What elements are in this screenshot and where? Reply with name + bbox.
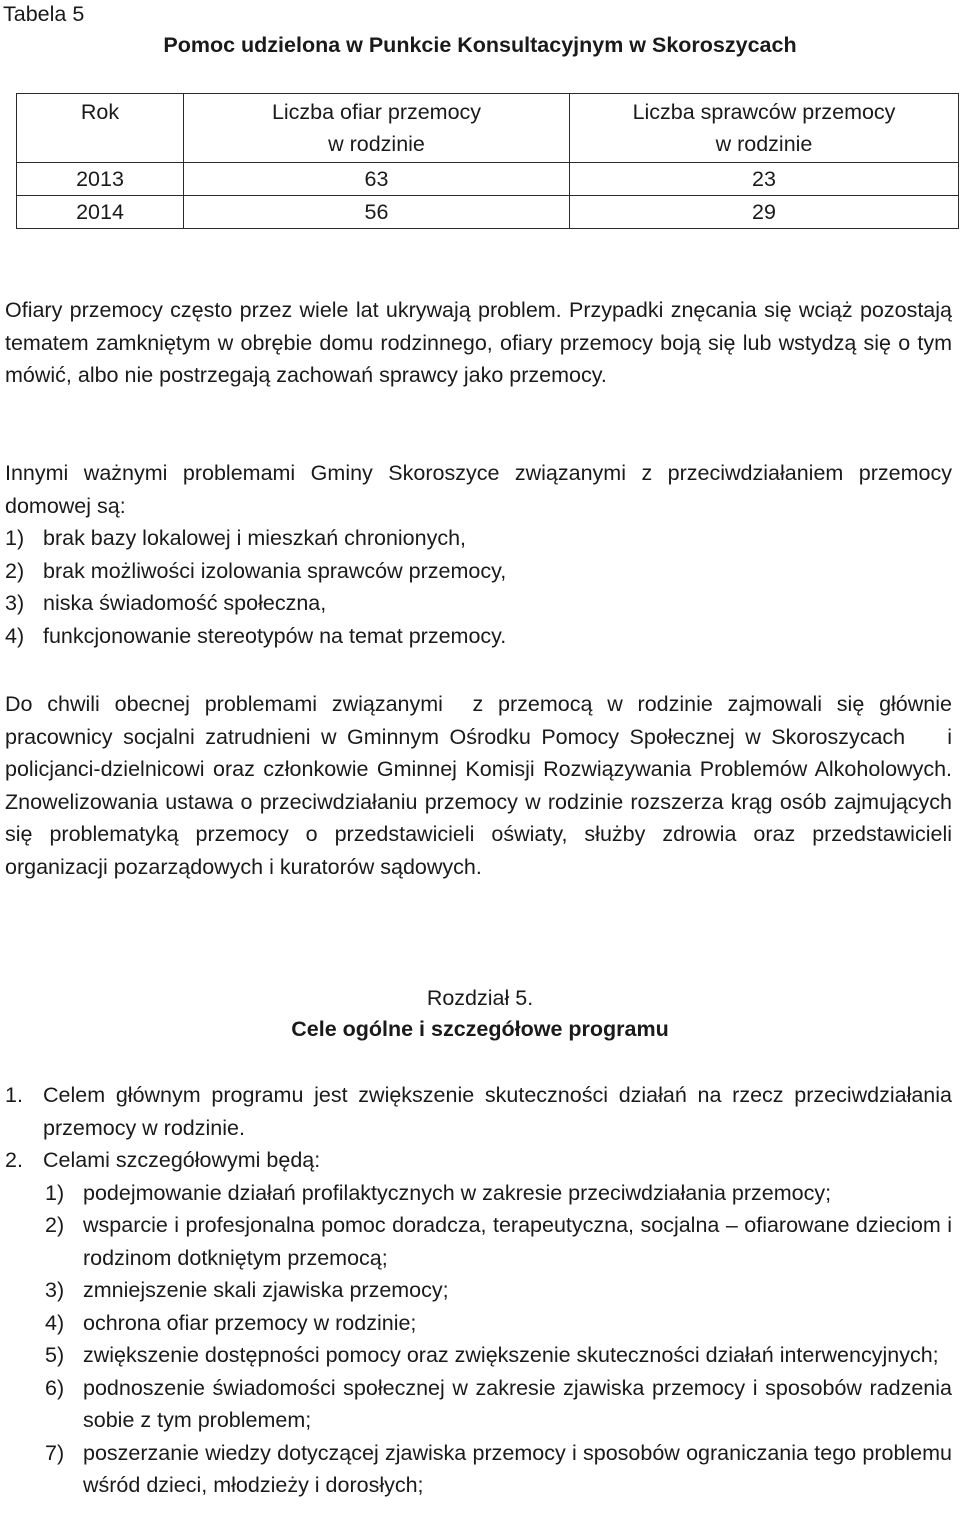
table-row xyxy=(17,163,959,196)
cell-year: 2013 xyxy=(17,163,184,196)
specific-goal-text: podnoszenie świadomości społecznej w zakresie zjawiska przemocy i sposobów radzenia sobie z tym problemem; xyxy=(83,1375,952,1432)
chapter-title: Cele ogólne i szczegółowe programu xyxy=(291,1017,669,1041)
header-perpetrators-line2: w rodzinie xyxy=(715,132,813,156)
specific-goal-number: 4) xyxy=(45,1310,65,1335)
list-item xyxy=(5,555,952,588)
cell-perpetrators: 23 xyxy=(570,163,959,196)
specific-goal-number: 1) xyxy=(45,1180,65,1205)
cell-perpetrators: 29 xyxy=(570,196,959,229)
cell-victims: 63 xyxy=(184,163,570,196)
table-caption: Tabela 5 xyxy=(3,2,85,26)
specific-goal-text: poszerzanie wiedzy dotyczącej zjawiska przemocy i sposobów ograniczania tego problemu wśród dzieci, młodzieży i dorosłych; xyxy=(83,1440,952,1497)
problems-intro: Innymi ważnymi problemami Gminy Skoroszyce związanymi z przeciwdziałaniem przemocy domowej są: xyxy=(5,461,952,518)
goal-text: Celami szczegółowymi będą: xyxy=(43,1148,321,1172)
specific-goal-item xyxy=(5,1307,952,1340)
header-perpetrators-line1: Liczba sprawców przemocy xyxy=(632,100,896,124)
specific-goal-text: ochrona ofiar przemocy w rodzinie; xyxy=(83,1310,417,1335)
goal-number: 2. xyxy=(5,1148,23,1172)
paragraph-problems xyxy=(5,457,952,652)
paragraph-hidden-problem: Ofiary przemocy często przez wiele lat ukrywają problem. Przypadki znęcania się wciąż pozostają tematem zamkniętym w obrębie domu rodzinnego, ofiary przemocy boją się lub wstydzą się o tym mówić, albo nie postrzegają zachowań sprawcy jako przemocy. xyxy=(5,298,952,387)
table-header-row xyxy=(17,94,959,163)
list-item-number: 1) xyxy=(5,526,25,550)
cell-victims: 56 xyxy=(184,196,570,229)
list-item-text: brak bazy lokalowej i mieszkań chronionych, xyxy=(43,526,467,550)
specific-goal-number: 7) xyxy=(45,1440,65,1465)
specific-goal-number: 2) xyxy=(45,1213,65,1237)
table-row xyxy=(17,196,959,229)
specific-goal-item xyxy=(5,1339,952,1372)
chapter-number: Rozdział 5. xyxy=(426,986,534,1010)
cell-year: 2014 xyxy=(17,196,184,229)
goal-item xyxy=(5,1144,952,1177)
goals-section xyxy=(5,1079,952,1502)
specific-goal-text: zmniejszenie skali zjawiska przemocy; xyxy=(83,1278,449,1302)
problems-list xyxy=(5,522,952,652)
specific-goal-number: 5) xyxy=(45,1343,65,1367)
header-victims-line1: Liczba ofiar przemocy xyxy=(271,100,482,124)
specific-goal-number: 6) xyxy=(45,1375,65,1400)
goal-item xyxy=(5,1079,952,1144)
specific-goal-item xyxy=(5,1177,952,1210)
list-item xyxy=(5,620,952,653)
list-item-number: 3) xyxy=(5,591,25,615)
list-item-text: niska świadomość społeczna, xyxy=(43,591,327,615)
specific-goal-text: podejmowanie działań profilaktycznych w zakresie przeciwdziałania przemocy; xyxy=(83,1180,832,1205)
header-year-label: Rok xyxy=(80,100,120,124)
specific-goal-item xyxy=(5,1437,952,1502)
specific-goal-number: 3) xyxy=(45,1278,65,1302)
header-year xyxy=(17,94,184,163)
specific-goal-item xyxy=(5,1274,952,1307)
header-victims-line2: w rodzinie xyxy=(328,132,425,156)
list-item-text: brak możliwości izolowania sprawców przemocy, xyxy=(43,558,507,583)
goal-number: 1. xyxy=(5,1083,23,1107)
table-title: Pomoc udzielona w Punkcie Konsultacyjnym w Skoroszycach xyxy=(163,33,797,57)
specific-goal-item xyxy=(5,1209,952,1274)
header-victims xyxy=(184,94,570,163)
list-item xyxy=(5,587,952,620)
list-item-number: 4) xyxy=(5,623,25,648)
paragraph-institutions: Do chwili obecnej problemami związanymi z przemocą w rodzinie zajmowali się głównie pracownicy socjalni zatrudnieni w Gminnym Ośrodku Pomocy Społecznej w Skoroszycach i policjanci-dzielnicowi oraz członkowie Gminnej Komisji Rozwiązywania Problemów Alkoholowych. Znowelizowania ustawa o przeciwdziałaniu przemocy w rodzinie rozszerza krąg osób zajmujących się problematyką przemocy o przedstawicieli oświaty, służby zdrowia oraz przedstawicieli organizacji pozarządowych i kuratorów sądowych. xyxy=(5,692,958,879)
list-item xyxy=(5,522,952,555)
specific-goal-item xyxy=(5,1372,952,1437)
list-item-text: funkcjonowanie stereotypów na temat przemocy. xyxy=(43,623,507,648)
specific-goal-text: wsparcie i profesjonalna pomoc doradcza, terapeutyczna, socjalna – ofiarowane dzieciom i rodzinom dotkniętym przemocą; xyxy=(83,1213,952,1270)
assistance-table xyxy=(16,93,959,229)
specific-goal-text: zwiększenie dostępności pomocy oraz zwiększenie skuteczności działań interwencyjnych; xyxy=(83,1343,939,1367)
list-item-number: 2) xyxy=(5,558,25,583)
goal-text: Celem głównym programu jest zwiększenie skuteczności działań na rzecz przeciwdziałania przemocy w rodzinie. xyxy=(43,1083,952,1140)
header-perpetrators xyxy=(570,94,959,163)
